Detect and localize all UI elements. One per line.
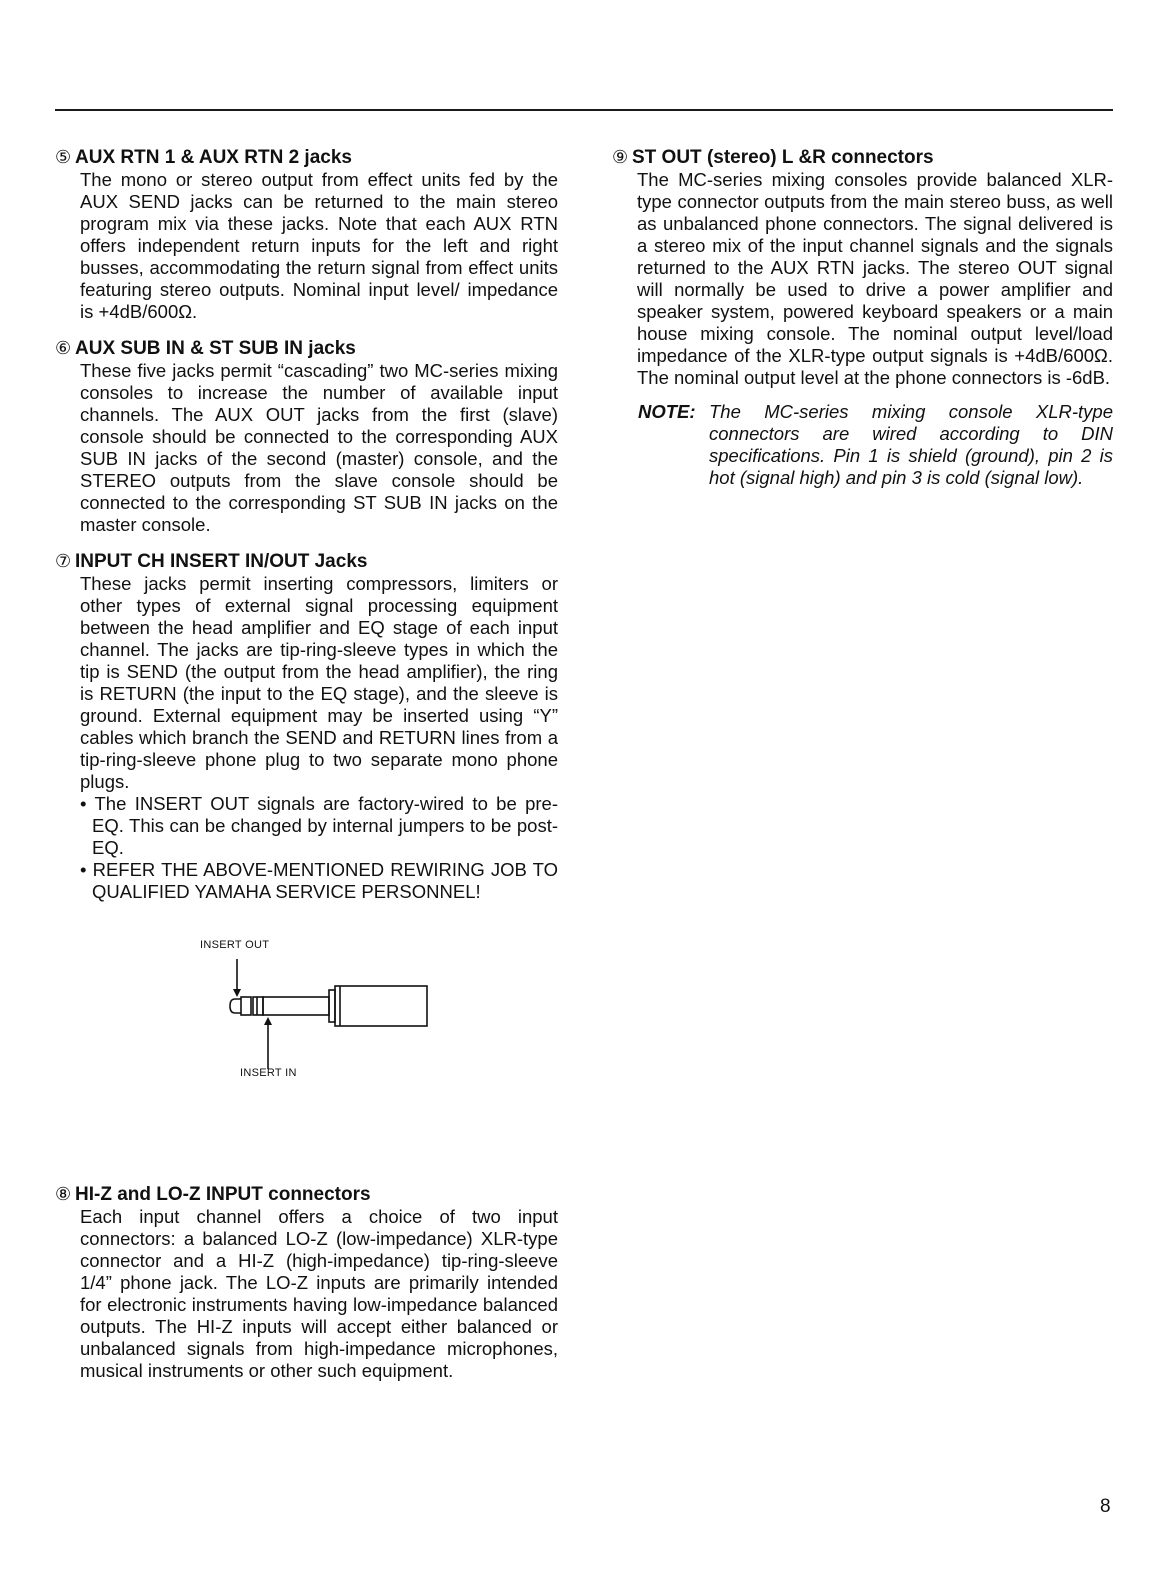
section-hi-lo-z	[55, 1183, 558, 1382]
section-paragraph: The MC-series mixing consoles provide balanced XLR-type connector outputs from the main stereo buss, as well as unbalanced phone connectors. The signal delivered is a stereo mix of the input channel signals and the signals returned to the AUX RTN jacks. The stereo OUT signal will normally be used to drive a power amplifier and speaker system, powered keyboard speakers or a main house mixing console. The nominal output level/load impedance of the XLR-type output signals is +4dB/600Ω. The nominal output level at the phone connectors is -6dB.	[637, 169, 1113, 388]
bullet-item: • REFER THE ABOVE-MENTIONED REWIRING JOB TO QUALIFIED YAMAHA SERVICE PERSONNEL!	[80, 859, 558, 902]
insert-in-label: INSERT IN	[240, 1067, 297, 1079]
section-number: ⑨	[612, 147, 629, 167]
section-aux-rtn	[55, 146, 558, 323]
section-number: ⑧	[55, 1184, 72, 1204]
bullet-text: REFER THE ABOVE-MENTIONED REWIRING JOB TO QUALIFIED YAMAHA SERVICE PERSONNEL!	[92, 859, 558, 902]
section-paragraph: These five jacks permit “cascading” two MC-series mixing consoles to increase the number of available input channels. The AUX OUT jacks from the first (slave) console should be connected to the corresponding AUX SUB IN jacks of the second (master) console, and the STEREO outputs from the slave console should be connected to the corresponding ST SUB IN jacks on the master console.	[80, 360, 558, 535]
section-heading	[55, 1183, 558, 1206]
bullet-item: • The INSERT OUT signals are factory-wired to be pre-EQ. This can be changed by internal jumpers to be post-EQ.	[80, 793, 558, 858]
section-title: INPUT CH INSERT IN/OUT Jacks	[75, 551, 368, 572]
left-column	[55, 146, 558, 1396]
page-number: 8	[1100, 1496, 1111, 1517]
section-heading	[55, 146, 558, 169]
section-number: ⑤	[55, 147, 72, 167]
section-insert-jacks	[55, 550, 558, 903]
section-heading	[612, 146, 1113, 169]
section-heading	[55, 550, 558, 573]
section-st-out	[612, 146, 1113, 489]
header-rule	[55, 109, 1113, 111]
section-paragraph: Each input channel offers a choice of two input connectors: a balanced LO-Z (low-impedance) XLR-type connector and a HI-Z (high-impedance) tip-ring-sleeve 1/4” phone jack. The LO-Z inputs are primarily intended for electronic instruments having low-impedance balanced outputs. The HI-Z inputs will accept either balanced or unbalanced signals from high-impedance microphones, musical instruments or other such equipment.	[80, 1206, 558, 1381]
note-text: The MC-series mixing console XLR-type connectors are wired according to DIN specifications. Pin 1 is shield (ground), pin 2 is hot (signal high) and pin 3 is cold (signal low).	[709, 401, 1113, 488]
section-paragraph: These jacks permit inserting compressors, limiters or other types of external signal processing equipment between the head amplifier and EQ stage of each input channel. The jacks are tip-ring-sleeve types in which the tip is SEND (the output from the head amplifier), the ring is RETURN (the input to the EQ stage), and the sleeve is ground. External equipment may be inserted using “Y” cables which branch the SEND and RETURN lines from a tip-ring-sleeve phone plug to two separate mono phone plugs.	[80, 573, 558, 792]
section-aux-sub-in	[55, 337, 558, 536]
section-title: ST OUT (stereo) L &R connectors	[632, 147, 934, 168]
note-label: NOTE:	[638, 401, 696, 422]
right-column	[612, 146, 1113, 503]
section-paragraph: The mono or stereo output from effect units fed by the AUX SEND jacks can be returned to the main stereo program mix via these jacks. Note that each AUX RTN offers independent return inputs for the left and right busses, accommodating the return signal from effect units featuring stereo outputs. Nominal input level/ impedance is +4dB/600Ω.	[80, 169, 558, 322]
insert-plug-figure	[55, 933, 558, 1183]
section-number: ⑦	[55, 551, 72, 571]
section-number: ⑥	[55, 338, 72, 358]
note-block	[638, 401, 1113, 489]
section-heading	[55, 337, 558, 360]
bullet-text: The INSERT OUT signals are factory-wired to be pre-EQ. This can be changed by internal jumpers to be post-EQ.	[92, 793, 558, 858]
section-title: AUX RTN 1 & AUX RTN 2 jacks	[75, 147, 352, 168]
insert-out-label: INSERT OUT	[200, 939, 270, 951]
section-title: AUX SUB IN & ST SUB IN jacks	[75, 338, 356, 359]
section-title: HI-Z and LO-Z INPUT connectors	[75, 1184, 371, 1205]
